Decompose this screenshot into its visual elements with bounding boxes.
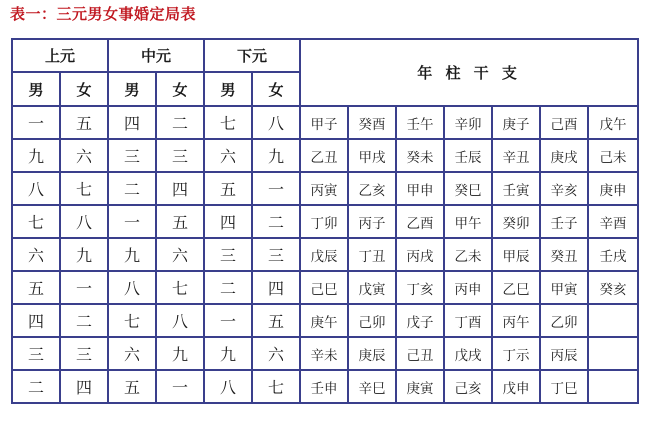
ganzhi-cell: 癸卯 (492, 205, 540, 238)
gua-number-cell: 七 (156, 271, 204, 304)
gua-number-cell: 三 (60, 337, 108, 370)
table-row (12, 271, 638, 304)
marriage-table (11, 38, 639, 404)
gua-number-cell: 九 (108, 238, 156, 271)
ganzhi-cell: 庚子 (492, 106, 540, 139)
gua-number-cell: 八 (156, 304, 204, 337)
ganzhi-cell: 丙子 (348, 205, 396, 238)
ganzhi-cell: 乙未 (444, 238, 492, 271)
ganzhi-cell: 壬辰 (444, 139, 492, 172)
gua-number-cell: 一 (204, 304, 252, 337)
gua-number-cell: 二 (252, 205, 300, 238)
header-male: 男 (204, 72, 252, 106)
table-row (12, 172, 638, 205)
table-row (12, 337, 638, 370)
gua-number-cell: 八 (60, 205, 108, 238)
ganzhi-cell: 丙辰 (540, 337, 588, 370)
ganzhi-cell: 辛酉 (588, 205, 638, 238)
header-year-pillar: 年 柱 干 支 (300, 39, 638, 106)
gua-number-cell: 五 (156, 205, 204, 238)
ganzhi-cell: 丙寅 (300, 172, 348, 205)
gua-number-cell: 二 (12, 370, 60, 403)
gua-number-cell: 五 (252, 304, 300, 337)
ganzhi-cell: 庚戌 (540, 139, 588, 172)
ganzhi-cell: 辛亥 (540, 172, 588, 205)
ganzhi-cell: 癸巳 (444, 172, 492, 205)
gua-number-cell: 九 (252, 139, 300, 172)
gua-number-cell: 三 (12, 337, 60, 370)
ganzhi-cell (588, 370, 638, 403)
ganzhi-cell: 壬寅 (492, 172, 540, 205)
ganzhi-cell: 己丑 (396, 337, 444, 370)
ganzhi-cell: 己未 (588, 139, 638, 172)
gua-number-cell: 一 (108, 205, 156, 238)
gua-number-cell: 二 (156, 106, 204, 139)
ganzhi-cell: 甲寅 (540, 271, 588, 304)
gua-number-cell: 五 (204, 172, 252, 205)
ganzhi-cell (588, 304, 638, 337)
gua-number-cell: 六 (108, 337, 156, 370)
gua-number-cell: 四 (204, 205, 252, 238)
ganzhi-cell: 己巳 (300, 271, 348, 304)
ganzhi-cell: 辛卯 (444, 106, 492, 139)
header-upper-yuan: 上元 (12, 39, 108, 72)
ganzhi-cell: 壬午 (396, 106, 444, 139)
ganzhi-cell: 丙戌 (396, 238, 444, 271)
gua-number-cell: 八 (204, 370, 252, 403)
ganzhi-cell: 甲申 (396, 172, 444, 205)
header-female: 女 (156, 72, 204, 106)
gua-number-cell: 九 (204, 337, 252, 370)
gua-number-cell: 二 (204, 271, 252, 304)
gua-number-cell: 二 (108, 172, 156, 205)
gua-number-cell: 六 (252, 337, 300, 370)
table-row (12, 370, 638, 403)
gua-number-cell: 九 (60, 238, 108, 271)
ganzhi-cell (588, 337, 638, 370)
gua-number-cell: 五 (12, 271, 60, 304)
ganzhi-cell: 己卯 (348, 304, 396, 337)
gua-number-cell: 五 (60, 106, 108, 139)
gua-number-cell: 七 (108, 304, 156, 337)
ganzhi-cell: 戊寅 (348, 271, 396, 304)
header-male: 男 (12, 72, 60, 106)
gua-number-cell: 四 (60, 370, 108, 403)
gua-number-cell: 一 (12, 106, 60, 139)
gua-number-cell: 一 (252, 172, 300, 205)
table-caption: 表一：三元男女事婚定局表 (10, 5, 197, 23)
gua-number-cell: 六 (156, 238, 204, 271)
ganzhi-cell: 庚寅 (396, 370, 444, 403)
gua-number-cell: 七 (204, 106, 252, 139)
gua-number-cell: 二 (60, 304, 108, 337)
ganzhi-cell: 乙巳 (492, 271, 540, 304)
ganzhi-cell: 丙午 (492, 304, 540, 337)
ganzhi-cell: 乙卯 (540, 304, 588, 337)
ganzhi-cell: 丁酉 (444, 304, 492, 337)
ganzhi-cell: 癸酉 (348, 106, 396, 139)
ganzhi-cell: 壬戌 (588, 238, 638, 271)
ganzhi-cell: 丁卯 (300, 205, 348, 238)
gua-number-cell: 七 (12, 205, 60, 238)
table-row (12, 139, 638, 172)
gua-number-cell: 一 (156, 370, 204, 403)
ganzhi-cell: 辛巳 (348, 370, 396, 403)
ganzhi-cell: 庚午 (300, 304, 348, 337)
ganzhi-cell: 庚辰 (348, 337, 396, 370)
ganzhi-cell: 壬申 (300, 370, 348, 403)
gua-number-cell: 四 (252, 271, 300, 304)
ganzhi-cell: 丙申 (444, 271, 492, 304)
gua-number-cell: 七 (60, 172, 108, 205)
table-row (12, 238, 638, 271)
ganzhi-cell: 乙丑 (300, 139, 348, 172)
table-row (12, 304, 638, 337)
gua-number-cell: 八 (108, 271, 156, 304)
ganzhi-cell: 己亥 (444, 370, 492, 403)
ganzhi-cell: 丁丑 (348, 238, 396, 271)
gua-number-cell: 六 (60, 139, 108, 172)
gua-number-cell: 四 (108, 106, 156, 139)
ganzhi-cell: 壬子 (540, 205, 588, 238)
ganzhi-cell: 戊戌 (444, 337, 492, 370)
gua-number-cell: 六 (12, 238, 60, 271)
ganzhi-cell: 癸丑 (540, 238, 588, 271)
header-lower-yuan: 下元 (204, 39, 300, 72)
ganzhi-cell: 乙酉 (396, 205, 444, 238)
ganzhi-cell: 甲子 (300, 106, 348, 139)
header-middle-yuan: 中元 (108, 39, 204, 72)
ganzhi-cell: 癸未 (396, 139, 444, 172)
gua-number-cell: 五 (108, 370, 156, 403)
gua-number-cell: 七 (252, 370, 300, 403)
ganzhi-cell: 戊子 (396, 304, 444, 337)
header-female: 女 (60, 72, 108, 106)
gua-number-cell: 八 (252, 106, 300, 139)
header-row-yuan (12, 39, 638, 72)
ganzhi-cell: 庚申 (588, 172, 638, 205)
gua-number-cell: 九 (156, 337, 204, 370)
header-female: 女 (252, 72, 300, 106)
gua-number-cell: 三 (204, 238, 252, 271)
ganzhi-cell: 戊辰 (300, 238, 348, 271)
ganzhi-cell: 辛未 (300, 337, 348, 370)
gua-number-cell: 八 (12, 172, 60, 205)
table-row (12, 205, 638, 238)
gua-number-cell: 三 (252, 238, 300, 271)
ganzhi-cell: 辛丑 (492, 139, 540, 172)
gua-number-cell: 四 (156, 172, 204, 205)
header-male: 男 (108, 72, 156, 106)
gua-number-cell: 三 (108, 139, 156, 172)
ganzhi-cell: 乙亥 (348, 172, 396, 205)
ganzhi-cell: 丁示 (492, 337, 540, 370)
ganzhi-cell: 丁亥 (396, 271, 444, 304)
gua-number-cell: 三 (156, 139, 204, 172)
gua-number-cell: 九 (12, 139, 60, 172)
ganzhi-cell: 丁巳 (540, 370, 588, 403)
ganzhi-cell: 甲戌 (348, 139, 396, 172)
ganzhi-cell: 己酉 (540, 106, 588, 139)
gua-number-cell: 四 (12, 304, 60, 337)
table-row (12, 106, 638, 139)
ganzhi-cell: 戊申 (492, 370, 540, 403)
ganzhi-cell: 癸亥 (588, 271, 638, 304)
gua-number-cell: 六 (204, 139, 252, 172)
ganzhi-cell: 戊午 (588, 106, 638, 139)
ganzhi-cell: 甲辰 (492, 238, 540, 271)
ganzhi-cell: 甲午 (444, 205, 492, 238)
gua-number-cell: 一 (60, 271, 108, 304)
